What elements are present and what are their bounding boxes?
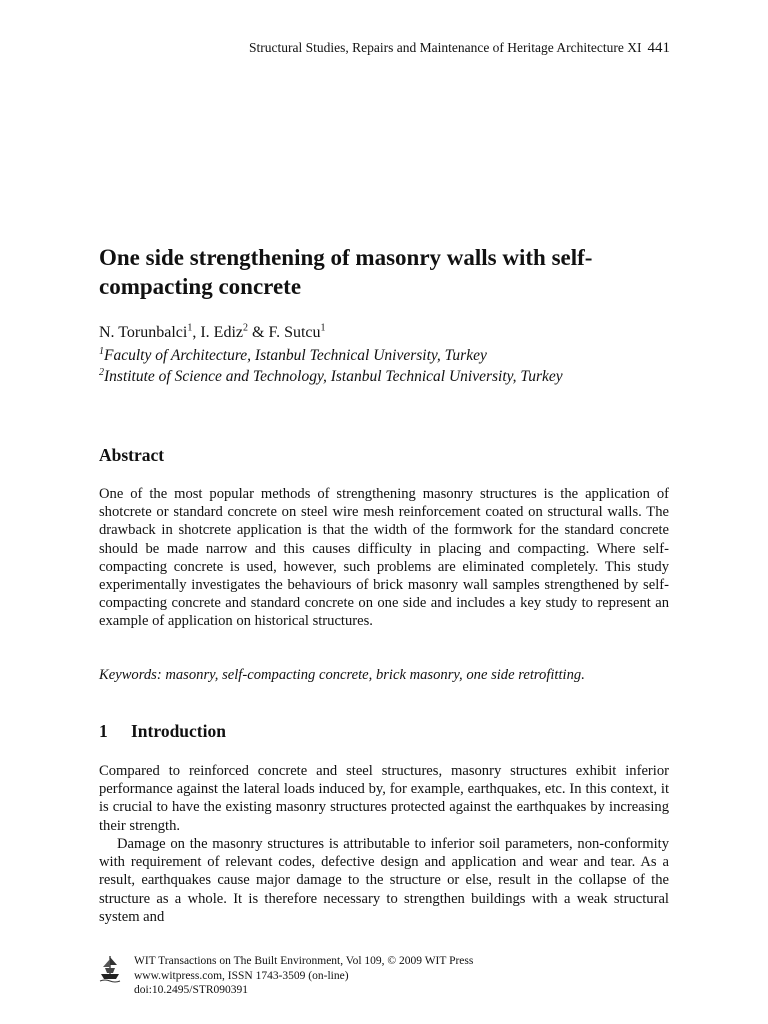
- author-separator: ,: [192, 324, 201, 341]
- body-paragraph: Compared to reinforced concrete and steel structures, masonry structures exhibit inferior performance against the lateral loads induced by, for example, earthquakes, etc. In this context, it is crucial to have the existing masonry structures protected against the earthquakes by increasing their strength.: [99, 763, 669, 834]
- wit-press-ship-logo-icon: [99, 954, 121, 984]
- publication-footer: [134, 954, 473, 998]
- author-name: F. Sutcu: [268, 324, 321, 341]
- paper-title: One side strengthening of masonry walls with self-compacting concrete: [99, 245, 593, 299]
- footer-line: WIT Transactions on The Built Environment, Vol 109, © 2009 WIT Press: [134, 955, 474, 967]
- journal-title: Structural Studies, Repairs and Maintenance of Heritage Architecture XI: [249, 40, 642, 55]
- author-list: [99, 323, 326, 343]
- footer-doi: doi:10.2495/STR090391: [134, 984, 249, 996]
- author-name: N. Torunbalci: [99, 324, 188, 341]
- affiliation-mark: 2: [99, 366, 104, 378]
- footer-line: www.witpress.com, ISSN 1743-3509 (on-line): [134, 969, 349, 982]
- author-affiliation-mark: 2: [243, 322, 248, 334]
- abstract-heading: Abstract: [99, 445, 165, 465]
- affiliation-text: Faculty of Architecture, Istanbul Technical University, Turkey: [104, 347, 487, 364]
- keywords: Keywords: masonry, self-compacting concrete, brick masonry, one side retrofitting.: [99, 667, 585, 683]
- section-title: Introduction: [131, 721, 226, 741]
- abstract-text: One of the most popular methods of strengthening masonry structures is the application of shotcrete or standard concrete on steel wire mesh reinforcement coated on structural walls. The drawback in shotcrete application is that the width of the formwork for the standard concrete should be made narrow and this causes difficulty in placing and compacting. Where self-compacting concrete is used, however, such problems are eliminated completely. This study experimentally investigates the behaviours of brick masonry wall samples strengthened by self-compacting concrete and standard concrete on one side and includes a key study to represent an example of application on historical structures.: [99, 486, 669, 630]
- author-name: I. Ediz: [200, 324, 243, 341]
- affiliation-text: Institute of Science and Technology, Istanbul Technical University, Turkey: [104, 368, 563, 385]
- affiliation: [99, 346, 669, 366]
- affiliation: [99, 367, 669, 387]
- author-affiliation-mark: 1: [320, 322, 326, 334]
- running-head: [249, 40, 670, 57]
- author-separator: &: [248, 324, 269, 341]
- page-number: 441: [647, 40, 670, 56]
- affiliation-mark: 1: [99, 345, 104, 357]
- section-heading: [99, 721, 226, 742]
- section-number: 1: [99, 721, 108, 741]
- body-paragraph: Damage on the masonry structures is attributable to inferior soil parameters, non-conformity with requirement of relevant codes, defective design and application and wear and tear. As a result, earthquakes cause major damage to the structure or else, result in the collapse of the structure as a whole. It is therefore necessary to strengthen buildings with a weak structural system and: [99, 836, 669, 925]
- author-affiliation-mark: 1: [187, 322, 193, 334]
